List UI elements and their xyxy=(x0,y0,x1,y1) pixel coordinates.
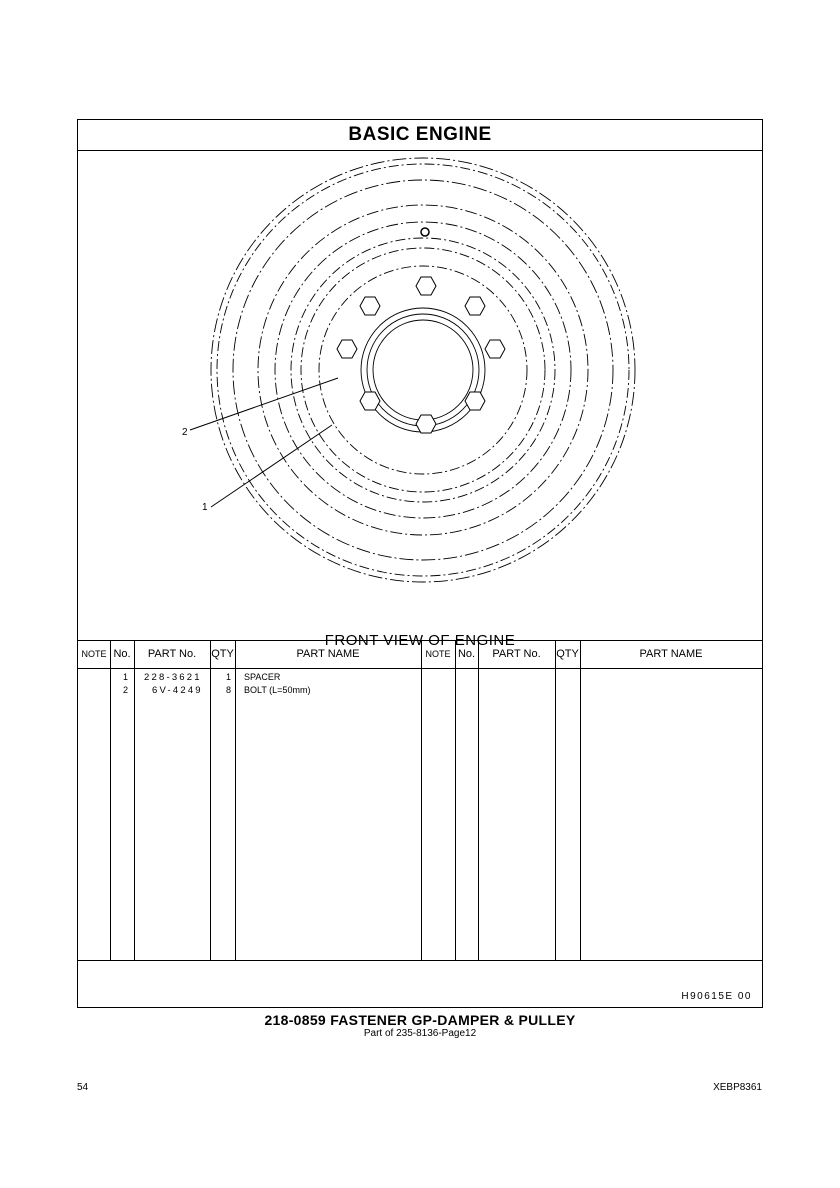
header-note: NOTE xyxy=(81,649,107,659)
header-qty: QTY xyxy=(211,648,234,660)
row-2-part-no: 6V-4249 xyxy=(152,685,203,696)
bolt-head xyxy=(465,392,485,410)
header-note-2: NOTE xyxy=(425,649,451,659)
header-part-no-2: PART No. xyxy=(492,648,541,660)
row-1-no: 1 xyxy=(122,672,128,682)
callout-1: 1 xyxy=(202,502,208,513)
bolt-heads xyxy=(337,277,505,433)
bolt-head xyxy=(337,340,357,358)
leader-line-1 xyxy=(211,425,332,507)
page-number: 54 xyxy=(77,1082,89,1093)
header-part-name-2: PART NAME xyxy=(639,648,703,660)
bolt-head xyxy=(485,340,505,358)
bolt-head xyxy=(360,392,380,410)
callout-2: 2 xyxy=(182,427,188,438)
row-1-part-name: SPACER xyxy=(244,672,281,682)
leader-line-2 xyxy=(190,378,338,430)
header-part-name: PART NAME xyxy=(296,648,360,660)
header-qty-2: QTY xyxy=(556,648,579,660)
bolt-head xyxy=(416,415,436,433)
row-2-qty: 8 xyxy=(225,685,231,695)
parts-table xyxy=(78,640,762,960)
bolt-head xyxy=(416,277,436,295)
section-title: BASIC ENGINE xyxy=(78,120,762,151)
table-bottom-rule xyxy=(78,960,762,961)
group-subtitle: Part of 235-8136-Page12 xyxy=(363,1028,477,1039)
group-title: 218-0859 FASTENER GP-DAMPER & PULLEY xyxy=(264,1012,576,1028)
bolt-head xyxy=(360,297,380,315)
document-id: XEBP8361 xyxy=(713,1082,762,1093)
row-2-part-name: BOLT (L=50mm) xyxy=(244,685,311,695)
parts-page-frame xyxy=(77,119,763,1008)
spacer-ring xyxy=(361,308,485,432)
bolt-head xyxy=(465,297,485,315)
view-caption: FRONT VIEW OF ENGINE xyxy=(324,632,516,649)
timing-hole xyxy=(421,228,429,236)
row-1-qty: 1 xyxy=(225,672,231,682)
header-part-no: PART No. xyxy=(147,648,197,660)
row-2-no: 2 xyxy=(122,685,128,695)
illustration-code: H90615E 00 xyxy=(681,991,752,1002)
row-1-part-no: 228-3621 xyxy=(144,672,202,683)
engine-front-view-drawing xyxy=(78,150,762,649)
header-no: No. xyxy=(113,648,131,660)
damper-pulley-illustration xyxy=(78,150,762,640)
header-no-2: No. xyxy=(457,648,476,660)
